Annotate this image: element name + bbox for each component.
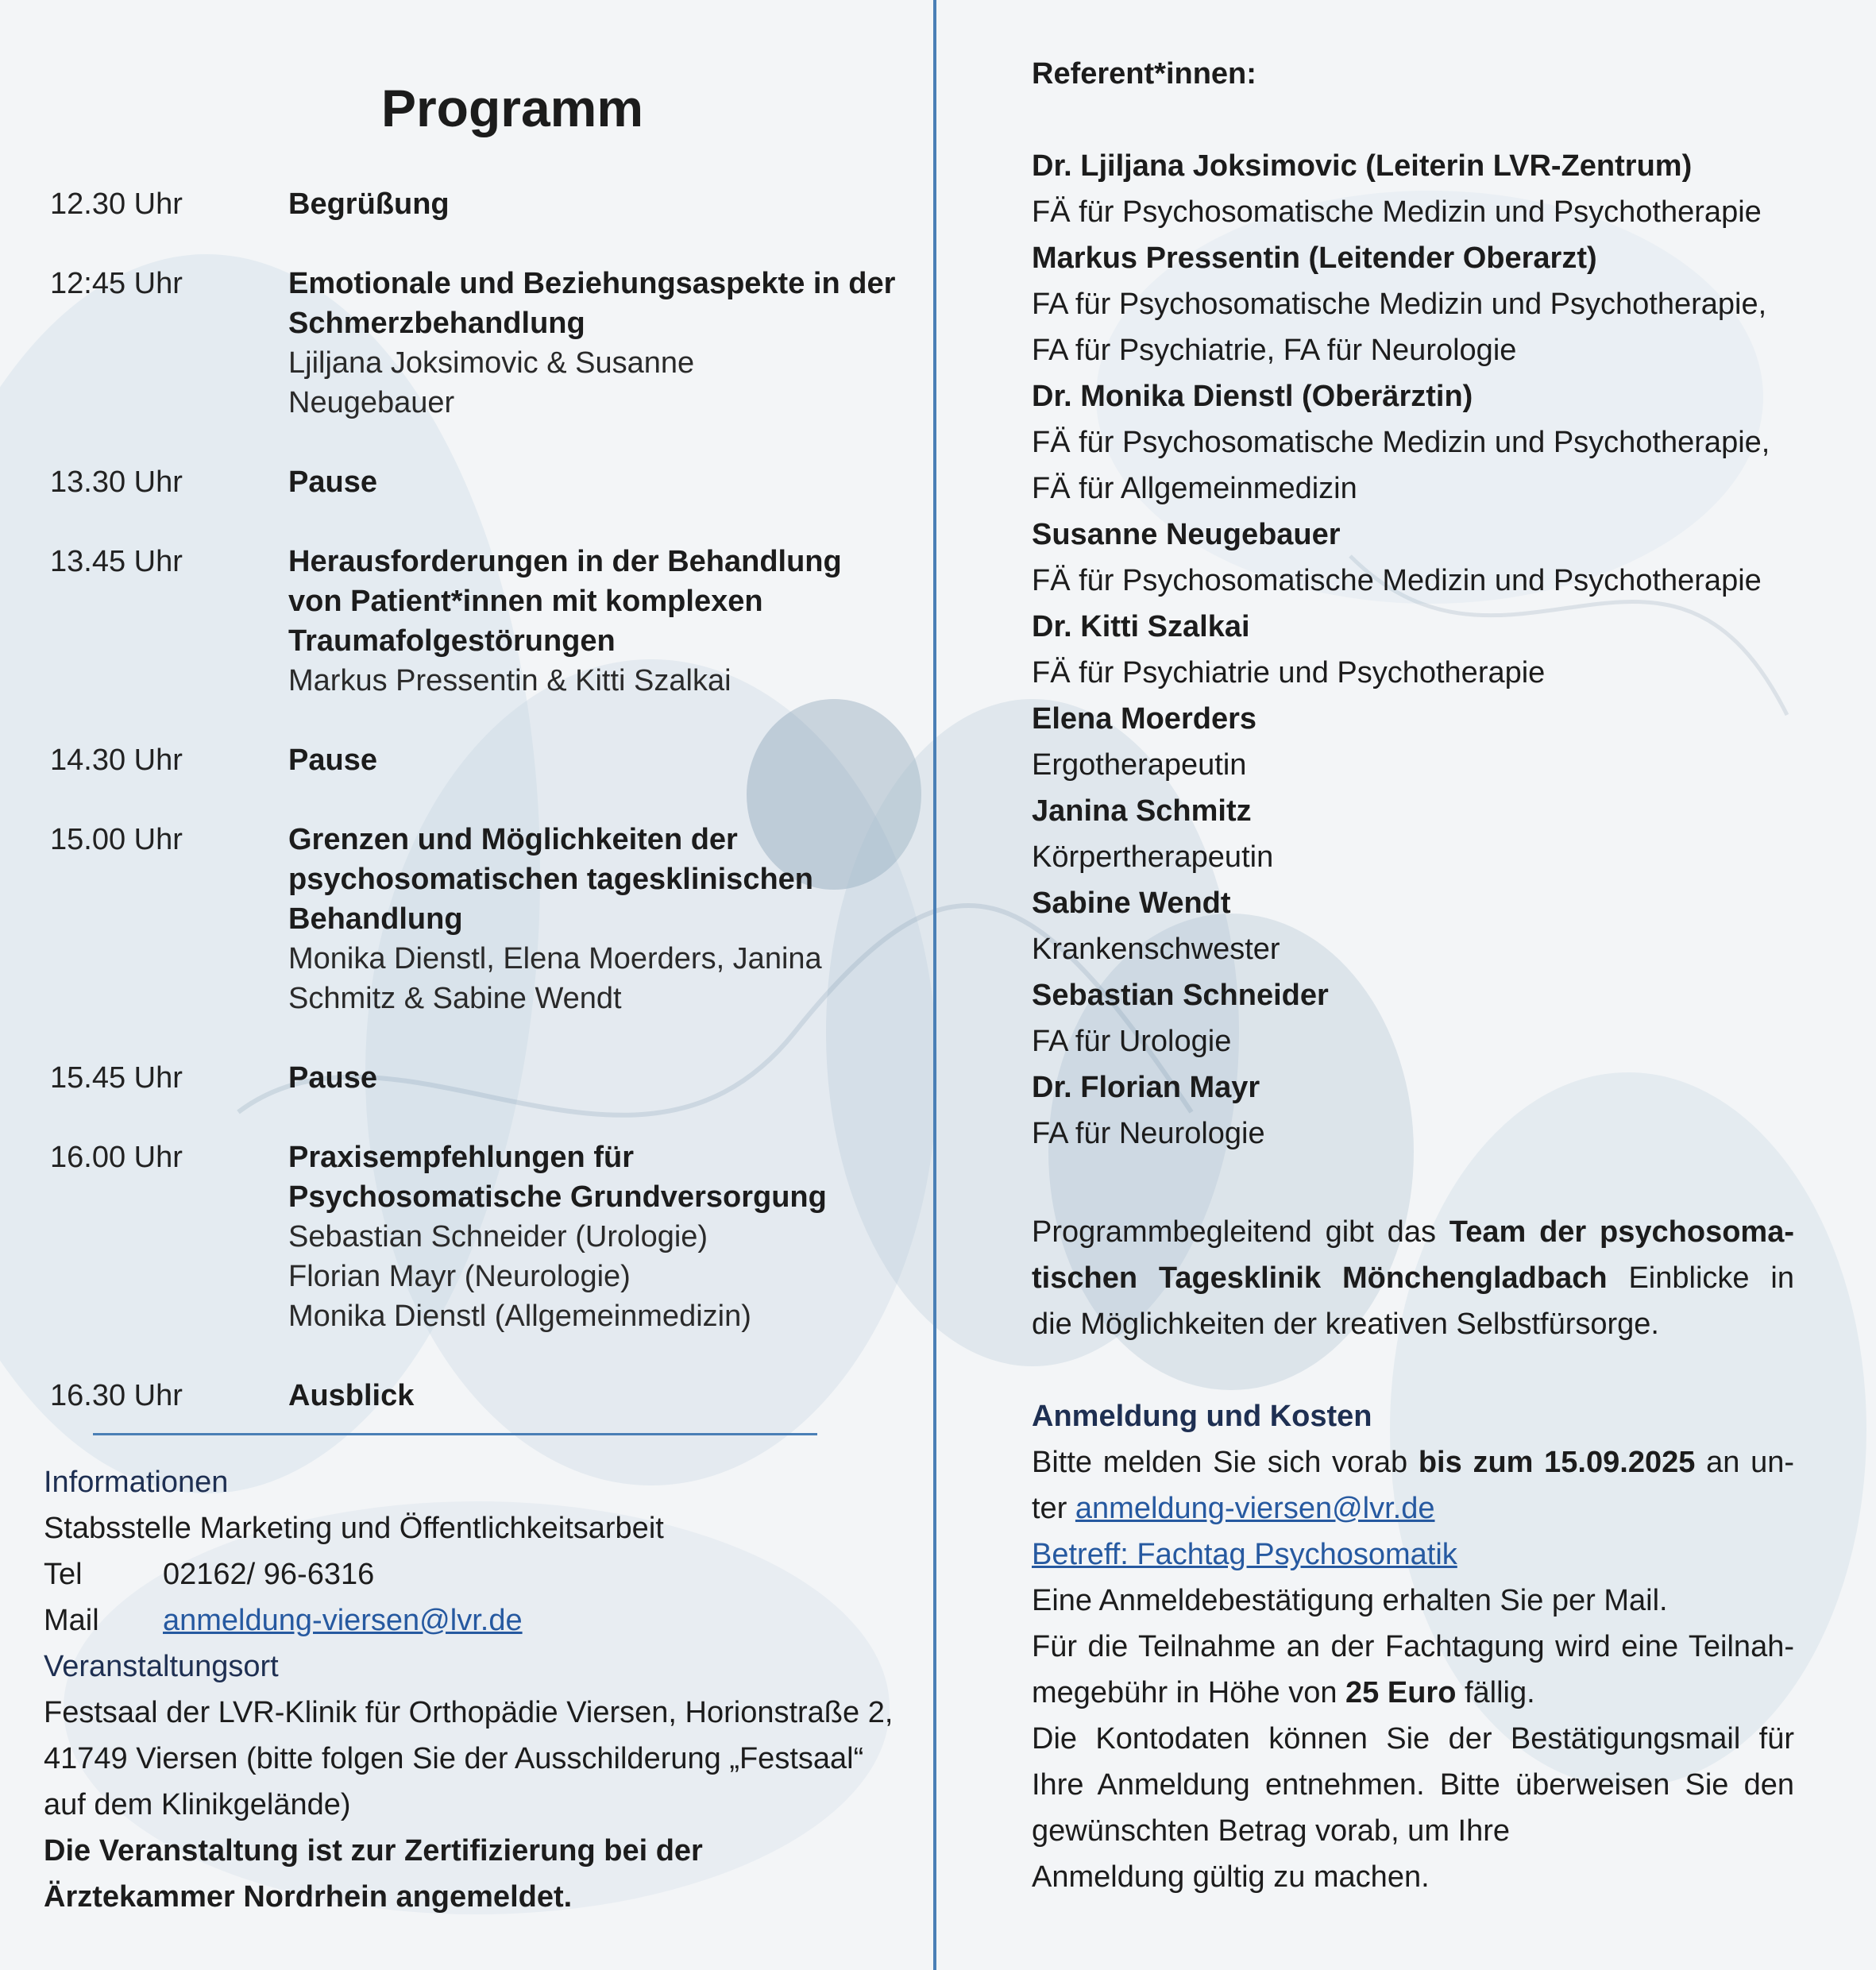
- speaker-entry: [1032, 788, 1794, 880]
- speaker-entry: [1032, 880, 1794, 972]
- section-divider-line: [93, 1433, 817, 1435]
- program-time: 13.45 Uhr: [50, 545, 183, 578]
- program-title-line: Herausforderungen in der Behandlung: [288, 545, 842, 578]
- registration-section: [1032, 1393, 1794, 1900]
- speaker-desc: FA für Urologie: [1032, 1025, 1232, 1058]
- speaker-desc: FÄ für Psychosomatische Medizin und Psychotherapie: [1032, 195, 1762, 229]
- program-title-line: Pause: [288, 744, 377, 777]
- program-title-line: Schmerzbehandlung: [288, 307, 585, 340]
- speaker-desc: FÄ für Allgemeinmedizin: [1032, 472, 1357, 505]
- program-speaker-line: Ljiljana Joksimovic & Susanne: [288, 346, 695, 380]
- speaker-entry: [1032, 1064, 1794, 1157]
- registration-bank-line: gewünschten Betrag vorab, um Ihre: [1032, 1814, 1511, 1848]
- program-title-line: Behandlung: [288, 902, 463, 936]
- speaker-entry: [1032, 143, 1794, 235]
- info-section: [44, 1459, 901, 1920]
- registration-text: ter: [1032, 1492, 1075, 1525]
- speaker-name: Elena Moerders: [1032, 702, 1256, 736]
- speaker-entry: [1032, 373, 1794, 512]
- speakers-heading: Referent*innen:: [1032, 57, 1256, 91]
- accompany-section: [1032, 1209, 1794, 1347]
- program-time: 13.30 Uhr: [50, 465, 183, 499]
- program-title-line: Pause: [288, 1061, 377, 1095]
- registration-subject-link[interactable]: Betreff: Fachtag Psychosomatik: [1032, 1538, 1457, 1571]
- program-speaker-line: Monika Dienstl, Elena Moerders, Janina: [288, 942, 822, 975]
- speaker-name: Dr. Kitti Szalkai: [1032, 610, 1250, 643]
- tel-value: 02162/ 96-6316: [163, 1558, 375, 1591]
- info-department: Stabsstelle Marketing und Öffentlichkeitsarbeit: [44, 1512, 664, 1545]
- speaker-name: Dr. Ljiljana Joksimovic (Leiterin LVR-Zentrum): [1032, 149, 1693, 183]
- info-heading: Informationen: [44, 1466, 229, 1499]
- registration-confirm: Eine Anmeldebestätigung erhalten Sie per Mail.: [1032, 1584, 1668, 1617]
- speaker-name: Sebastian Schneider: [1032, 979, 1329, 1012]
- program-speaker-line: Monika Dienstl (Allgemeinmedizin): [288, 1300, 751, 1333]
- registration-deadline: bis zum 15.09.2025: [1418, 1446, 1696, 1479]
- program-title-line: Ausblick: [288, 1379, 415, 1412]
- mail-label: Mail: [44, 1604, 99, 1637]
- program-speaker-line: Sebastian Schneider (Urologie): [288, 1220, 708, 1253]
- program-time: 16.00 Uhr: [50, 1141, 183, 1174]
- speaker-desc: FÄ für Psychiatrie und Psychotherapie: [1032, 656, 1546, 690]
- accompany-text: die Möglichkeiten der kreativen Selbstfürsorge.: [1032, 1308, 1659, 1341]
- speaker-entry: [1032, 604, 1794, 696]
- accompany-text: Einblicke in: [1607, 1261, 1794, 1295]
- program-title-line: Psychosomatische Grundversorgung: [288, 1180, 827, 1214]
- program-time: 15.45 Uhr: [50, 1061, 183, 1095]
- speaker-entry: [1032, 972, 1794, 1064]
- registration-text: an un-: [1695, 1446, 1794, 1479]
- registration-text: Bitte melden Sie sich vorab: [1032, 1446, 1419, 1479]
- registration-fee-amount: 25 Euro: [1345, 1676, 1457, 1709]
- registration-text: fällig.: [1456, 1676, 1535, 1709]
- program-speaker-line: Neugebauer: [288, 386, 455, 419]
- accompany-team: tischen Tagesklinik Mönchengladbach: [1032, 1261, 1608, 1295]
- program-title-line: von Patient*innen mit komplexen: [288, 585, 763, 618]
- venue-line: Festsaal der LVR-Klinik für Orthopädie Viersen, Horionstraße 2,: [44, 1696, 894, 1729]
- tel-label: Tel: [44, 1558, 83, 1591]
- program-speaker-line: Florian Mayr (Neurologie): [288, 1260, 631, 1293]
- program-speaker-line: Markus Pressentin & Kitti Szalkai: [288, 664, 731, 697]
- speaker-desc: FÄ für Psychosomatische Medizin und Psychotherapie,: [1032, 426, 1770, 459]
- program-time: 12.30 Uhr: [50, 187, 183, 221]
- speaker-name: Dr. Florian Mayr: [1032, 1071, 1260, 1104]
- program-title-line: Traumafolgestörungen: [288, 624, 616, 658]
- speaker-entry: [1032, 235, 1794, 373]
- program-title-line: Praxisempfehlungen für: [288, 1141, 634, 1174]
- registration-bank-line: Ihre Anmeldung entnehmen. Bitte überweisen Sie den: [1032, 1768, 1794, 1802]
- certification-line: Ärztekammer Nordrhein angemeldet.: [44, 1880, 573, 1914]
- registration-bank-line: Anmeldung gültig zu machen.: [1032, 1860, 1430, 1894]
- accompany-team: Team der psychosoma-: [1449, 1215, 1795, 1249]
- program-title: Programm: [380, 79, 644, 137]
- speaker-desc: Körpertherapeutin: [1032, 840, 1274, 874]
- program-time: 14.30 Uhr: [50, 744, 183, 777]
- speaker-name: Markus Pressentin (Leitender Oberarzt): [1032, 241, 1597, 275]
- registration-fee-line: Für die Teilnahme an der Fachtagung wird eine Teilnah-: [1032, 1630, 1794, 1663]
- speaker-entry: [1032, 696, 1794, 788]
- accompany-text: Programmbegleitend gibt das: [1032, 1215, 1449, 1249]
- program-time: 12:45 Uhr: [50, 267, 183, 300]
- speaker-desc: Krankenschwester: [1032, 933, 1280, 966]
- registration-email-link[interactable]: anmeldung-viersen@lvr.de: [1075, 1492, 1435, 1525]
- program-time: 15.00 Uhr: [50, 823, 183, 856]
- speaker-desc: FA für Neurologie: [1032, 1117, 1265, 1150]
- speaker-entry: [1032, 512, 1794, 604]
- mail-link[interactable]: anmeldung-viersen@lvr.de: [163, 1604, 523, 1637]
- speaker-desc: Ergotherapeutin: [1032, 748, 1247, 782]
- speaker-desc: FA für Psychosomatische Medizin und Psychotherapie,: [1032, 288, 1767, 321]
- program-title-line: Grenzen und Möglichkeiten der: [288, 823, 738, 856]
- program-speaker-line: Schmitz & Sabine Wendt: [288, 982, 622, 1015]
- venue-line: 41749 Viersen (bitte folgen Sie der Ausschilderung „Festsaal“: [44, 1742, 864, 1775]
- speaker-desc: FA für Psychiatrie, FA für Neurologie: [1032, 334, 1517, 367]
- registration-bank-line: Die Kontodaten können Sie der Bestätigungsmail für: [1032, 1722, 1794, 1756]
- program-title-line: psychosomatischen tagesklinischen: [288, 863, 814, 896]
- speakers-section: [1032, 51, 1794, 1157]
- speaker-name: Dr. Monika Dienstl (Oberärztin): [1032, 380, 1473, 413]
- registration-text: megebühr in Höhe von: [1032, 1676, 1346, 1709]
- registration-heading: Anmeldung und Kosten: [1032, 1400, 1372, 1433]
- speaker-name: Janina Schmitz: [1032, 794, 1252, 828]
- venue-line: auf dem Klinikgelände): [44, 1788, 351, 1821]
- certification-line: Die Veranstaltung ist zur Zertifizierung bei der: [44, 1834, 703, 1868]
- program-title-line: Emotionale und Beziehungsaspekte in der: [288, 267, 896, 300]
- program-title-line: Begrüßung: [288, 187, 450, 221]
- speaker-desc: FÄ für Psychosomatische Medizin und Psychotherapie: [1032, 564, 1762, 597]
- speaker-name: Sabine Wendt: [1032, 886, 1231, 920]
- venue-heading: Veranstaltungsort: [44, 1650, 279, 1683]
- program-title-line: Pause: [288, 465, 377, 499]
- speaker-name: Susanne Neugebauer: [1032, 518, 1341, 551]
- column-divider: [933, 0, 936, 1970]
- program-time: 16.30 Uhr: [50, 1379, 183, 1412]
